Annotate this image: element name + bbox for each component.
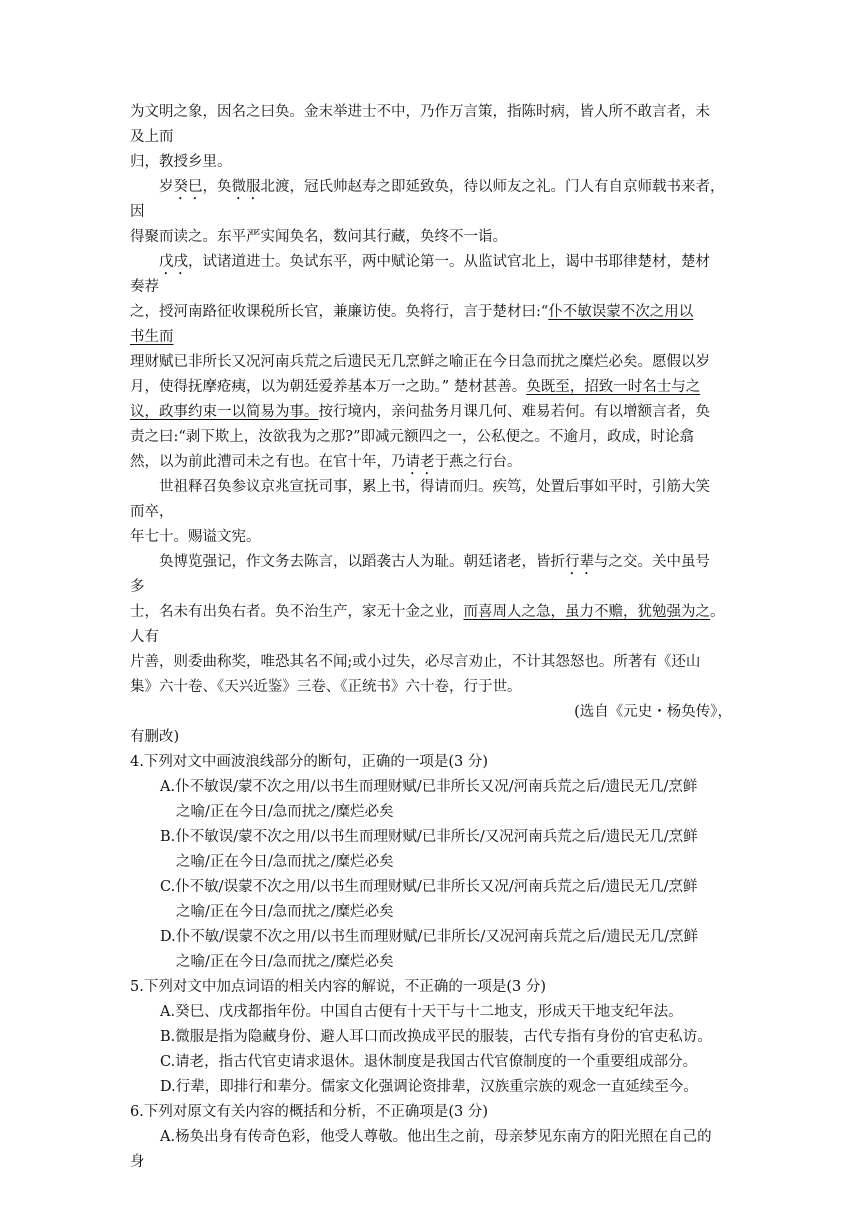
text-run: 之，授河南路征收课税所长官，兼廉访使。奂将行，言于楚材曰:“	[130, 304, 549, 320]
passage-line	[130, 400, 732, 425]
passage-line: 为文明之象，因名之曰奂。金末举进士不中，乃作万言策，指陈时病，皆人所不敢言者，未	[130, 104, 710, 120]
question-4: 4.下列对文中画波浪线部分的断句，正确的一项是(3 分)	[130, 754, 488, 770]
question-5: 5.下列对文中加点词语的相关内容的解说，不正确的一项是(3 分)	[130, 979, 546, 995]
option-4b-cont: 之喻/正在今日/急而扰之/糜烂必矣	[176, 854, 394, 870]
option-4d: D.仆不敏/误蒙不次之用/以书生而理财赋/已非所长/又况河南兵荒之后/遗民无几/烹鲜	[160, 929, 699, 945]
option-5b: B.微服是指为隐藏身份、避人耳口而改换成平民的服装，古代专指有身份的官吏私访。	[160, 1029, 712, 1045]
underlined-text: 奂既至，招致一时名士与之	[526, 379, 701, 395]
option-5a: A.癸巳、戊戌都指年份。中国自古便有十天干与十二地支，形成天干地支纪年法。	[160, 1004, 683, 1020]
text-run: 。愿假以岁	[637, 354, 710, 370]
passage-line	[130, 350, 732, 375]
passage-line	[130, 325, 732, 350]
passage-line	[130, 175, 732, 200]
wavy-underlined-text: 书生而	[130, 329, 174, 345]
passage-line	[130, 450, 732, 475]
document-page	[130, 100, 732, 1175]
option-6a-cont: 身	[130, 1154, 145, 1170]
passage-line: 人有	[130, 629, 159, 645]
passage-line	[130, 300, 732, 325]
passage-line: 多	[130, 579, 145, 595]
passage-line	[130, 250, 732, 275]
source-citation-cont: 有删改)	[130, 729, 180, 745]
passage-line	[130, 600, 732, 625]
passage-line	[130, 550, 732, 575]
text-run: 月，使得抚摩疮痍，以为朝廷爱养基本万一之助。” 楚材甚善。	[130, 379, 527, 395]
dotted-term-qinglao: 请老	[405, 454, 435, 470]
passage-line: 因	[130, 204, 145, 220]
question-6: 6.下列对原文有关内容的概括和分析，不正确项是(3 分)	[130, 1104, 488, 1120]
option-6a: A.杨奂出身有传奇色彩，他受人尊敬。他出生之前，母亲梦见东南方的阳光照在自己的	[160, 1129, 712, 1145]
passage-line: 及上而	[130, 129, 174, 145]
option-4d-cont: 之喻/正在今日/急而扰之/糜烂必矣	[176, 954, 394, 970]
passage-line	[130, 375, 732, 400]
source-citation: (选自《元史・杨奂传》，	[574, 704, 732, 720]
dotted-term-wuxu: 戊戌	[159, 254, 188, 270]
text-run: 。	[710, 604, 725, 620]
text-run: 岁	[159, 179, 174, 195]
option-4c: C.仆不敏/误蒙不次之用/以书生而理财赋/已非所长又况/河南兵荒之后/遗民无几/烹鲜	[160, 879, 698, 895]
wavy-underlined-text: 仆不敏误蒙不次之用以	[548, 304, 694, 320]
passage-line: 片善，则委曲称奖，唯恐其名不闻;或小过失，必尽言劝止，不计其怨怒也。所著有《还山	[130, 654, 701, 670]
passage-line: 世祖释召奂参议京兆宣抚司事，累上书，得请而归。疾笃，处置后事如平时，引筋大笑	[159, 479, 710, 495]
passage-line: 年七十。赐谥文宪。	[130, 529, 261, 545]
text-run: 北渡，冠氏帅赵寿之即延致奂，待以师友之礼。门人有自京师载书来者，	[260, 179, 725, 195]
dotted-term-weifu: 微服	[231, 179, 261, 195]
option-5d: D.行辈，即排行和辈分。儒家文化强调论资排辈，汉族重宗族的观念一直延续至今。	[160, 1079, 698, 1095]
passage-line: 而卒，	[130, 504, 174, 520]
passage-line: 集》六十卷、《天兴近鉴》三卷、《正统书》六十卷，行于世。	[130, 679, 522, 695]
underlined-text: 议，政事约束一以简易为事。	[130, 404, 319, 420]
text-run: 士，名未有出奂右者。奂不治生产，家无十金之业，	[130, 604, 464, 620]
option-5c: C.请老，指古代官吏请求退休。退休制度是我国古代官僚制度的一个重要组成部分。	[160, 1054, 698, 1070]
passage-line: 得聚而读之。东平严实闻奂名，数问其行藏，奂终不一诣。	[130, 229, 507, 245]
underlined-text: 而喜周人之急，虽力不赡，犹勉强为之	[463, 604, 710, 620]
option-4a-cont: 之喻/正在今日/急而扰之/糜烂必矣	[176, 804, 394, 820]
text-run: 于燕之行台。	[434, 454, 522, 470]
text-run: ，试诸道进士。奂试东平，两中赋论第一。从监试官北上，谒中书耶律楚材，楚材	[188, 254, 710, 270]
dotted-term-xingbei: 行辈	[565, 554, 594, 570]
text-run: 然，以为前此漕司未之有也。在官十年，乃	[130, 454, 406, 470]
text-run: 与之交。关中虽号	[594, 554, 710, 570]
text-run: 按行境内，亲问盐务月课几何、难易若何。有以增额言者，奂	[318, 404, 710, 420]
passage-line: 奏荐	[130, 279, 159, 295]
text-run: ，奂	[202, 179, 232, 195]
text-run: 奂博览强记，作文务去陈言，以蹈袭古人为耻。朝廷诸老，皆折	[159, 554, 565, 570]
passage-line: 责之曰:“剥下欺上，汝欲我为之那?”即减元额四之一，公私便之。不逾月，政成，时论翕	[130, 429, 694, 445]
option-4a: A.仆不敏误/蒙不次之用/以书生而理财赋/已非所长又况/河南兵荒之后/遗民无几/烹鲜	[160, 779, 698, 795]
passage-line: 归，教授乡里。	[130, 154, 232, 170]
dotted-term-guisi: 癸巳	[173, 179, 203, 195]
option-4c-cont: 之喻/正在今日/急而扰之/糜烂必矣	[176, 904, 394, 920]
text-run: 理财赋已非所长又况河南兵荒之后遗民无几烹鲜之喻正在今日急而扰之糜烂必矣	[130, 354, 638, 370]
option-4b: B.仆不敏误/蒙不次之用/以书生而理财赋/已非所长/又况河南兵荒之后/遗民无几/烹鲜	[160, 829, 698, 845]
